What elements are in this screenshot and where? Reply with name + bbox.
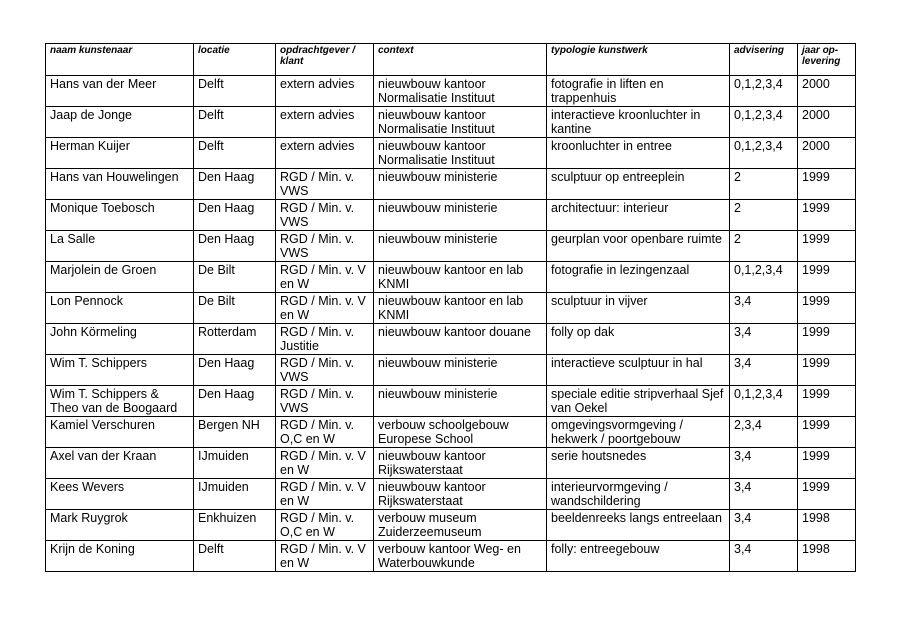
cell-typologie: interactieve kroonluchter in kantine — [547, 107, 730, 138]
cell-context: verbouw kantoor Weg- en Waterbouwkunde — [374, 541, 547, 572]
cell-jaar-oplevering: 1999 — [798, 386, 856, 417]
cell-advisering: 2,3,4 — [730, 417, 798, 448]
cell-typologie: speciale editie stripverhaal Sjef van Oekel — [547, 386, 730, 417]
cell-opdrachtgever: RGD / Min. v. V en W — [276, 448, 374, 479]
cell-typologie: serie houtsnedes — [547, 448, 730, 479]
cell-context: nieuwbouw ministerie — [374, 355, 547, 386]
cell-naam-kunstenaar: Kamiel Verschuren — [46, 417, 194, 448]
header-jaar-oplevering: jaar op-levering — [798, 44, 856, 76]
cell-naam-kunstenaar: Hans van der Meer — [46, 76, 194, 107]
cell-jaar-oplevering: 2000 — [798, 107, 856, 138]
cell-advisering: 0,1,2,3,4 — [730, 386, 798, 417]
cell-locatie: IJmuiden — [194, 448, 276, 479]
table-row — [46, 76, 856, 107]
cell-advisering: 0,1,2,3,4 — [730, 107, 798, 138]
cell-advisering: 3,4 — [730, 355, 798, 386]
table-row — [46, 169, 856, 200]
header-typologie: typologie kunstwerk — [547, 44, 730, 76]
header-naam-kunstenaar: naam kunstenaar — [46, 44, 194, 76]
cell-naam-kunstenaar: Jaap de Jonge — [46, 107, 194, 138]
cell-naam-kunstenaar: John Körmeling — [46, 324, 194, 355]
table-row — [46, 386, 856, 417]
cell-locatie: Rotterdam — [194, 324, 276, 355]
cell-advisering: 3,4 — [730, 448, 798, 479]
cell-context: nieuwbouw kantoor Normalisatie Instituut — [374, 107, 547, 138]
cell-context: nieuwbouw kantoor Normalisatie Instituut — [374, 138, 547, 169]
cell-naam-kunstenaar: Krijn de Koning — [46, 541, 194, 572]
cell-locatie: De Bilt — [194, 262, 276, 293]
cell-typologie: folly op dak — [547, 324, 730, 355]
cell-context: nieuwbouw kantoor douane — [374, 324, 547, 355]
cell-jaar-oplevering: 1998 — [798, 541, 856, 572]
cell-jaar-oplevering: 1999 — [798, 200, 856, 231]
cell-locatie: Bergen NH — [194, 417, 276, 448]
cell-locatie: IJmuiden — [194, 479, 276, 510]
cell-advisering: 3,4 — [730, 324, 798, 355]
cell-jaar-oplevering: 1999 — [798, 479, 856, 510]
table-header-row — [46, 44, 856, 76]
table-row — [46, 355, 856, 386]
cell-locatie: Den Haag — [194, 386, 276, 417]
cell-naam-kunstenaar: Monique Toebosch — [46, 200, 194, 231]
cell-advisering: 3,4 — [730, 293, 798, 324]
cell-opdrachtgever: RGD / Min. v. VWS — [276, 355, 374, 386]
cell-typologie: fotografie in liften en trappenhuis — [547, 76, 730, 107]
cell-locatie: Delft — [194, 138, 276, 169]
table-row — [46, 541, 856, 572]
cell-jaar-oplevering: 2000 — [798, 76, 856, 107]
cell-opdrachtgever: RGD / Min. v. Justitie — [276, 324, 374, 355]
cell-advisering: 2 — [730, 231, 798, 262]
cell-jaar-oplevering: 1999 — [798, 355, 856, 386]
cell-locatie: Den Haag — [194, 231, 276, 262]
table-row — [46, 324, 856, 355]
cell-opdrachtgever: extern advies — [276, 107, 374, 138]
cell-jaar-oplevering: 1999 — [798, 169, 856, 200]
cell-naam-kunstenaar: Marjolein de Groen — [46, 262, 194, 293]
cell-typologie: beeldenreeks langs entreelaan — [547, 510, 730, 541]
cell-typologie: omgevingsvormgeving / hekwerk / poortgebouw — [547, 417, 730, 448]
cell-locatie: Den Haag — [194, 200, 276, 231]
cell-locatie: Delft — [194, 76, 276, 107]
header-context: context — [374, 44, 547, 76]
cell-typologie: sculptuur in vijver — [547, 293, 730, 324]
cell-context: verbouw museum Zuiderzeemuseum — [374, 510, 547, 541]
cell-typologie: architectuur: interieur — [547, 200, 730, 231]
cell-context: nieuwbouw kantoor en lab KNMI — [374, 262, 547, 293]
header-locatie: locatie — [194, 44, 276, 76]
cell-opdrachtgever: RGD / Min. v. O,C en W — [276, 510, 374, 541]
cell-naam-kunstenaar: Mark Ruygrok — [46, 510, 194, 541]
cell-opdrachtgever: RGD / Min. v. O,C en W — [276, 417, 374, 448]
table-row — [46, 479, 856, 510]
header-opdrachtgever: opdrachtgever / klant — [276, 44, 374, 76]
table-row — [46, 138, 856, 169]
cell-advisering: 0,1,2,3,4 — [730, 262, 798, 293]
cell-advisering: 3,4 — [730, 479, 798, 510]
cell-opdrachtgever: RGD / Min. v. V en W — [276, 541, 374, 572]
cell-opdrachtgever: RGD / Min. v. VWS — [276, 386, 374, 417]
cell-context: nieuwbouw kantoor Rijkswaterstaat — [374, 479, 547, 510]
cell-context: nieuwbouw ministerie — [374, 386, 547, 417]
artworks-table — [45, 43, 856, 572]
cell-opdrachtgever: RGD / Min. v. V en W — [276, 479, 374, 510]
cell-context: nieuwbouw kantoor Rijkswaterstaat — [374, 448, 547, 479]
cell-locatie: Delft — [194, 107, 276, 138]
cell-naam-kunstenaar: Axel van der Kraan — [46, 448, 194, 479]
table-row — [46, 448, 856, 479]
cell-opdrachtgever: extern advies — [276, 76, 374, 107]
cell-typologie: kroonluchter in entree — [547, 138, 730, 169]
cell-naam-kunstenaar: Kees Wevers — [46, 479, 194, 510]
table-body — [46, 76, 856, 572]
cell-opdrachtgever: RGD / Min. v. VWS — [276, 169, 374, 200]
table-row — [46, 231, 856, 262]
header-advisering: advisering — [730, 44, 798, 76]
cell-jaar-oplevering: 1999 — [798, 417, 856, 448]
cell-locatie: Den Haag — [194, 169, 276, 200]
cell-jaar-oplevering: 2000 — [798, 138, 856, 169]
cell-context: nieuwbouw ministerie — [374, 231, 547, 262]
cell-locatie: Delft — [194, 541, 276, 572]
cell-locatie: Enkhuizen — [194, 510, 276, 541]
cell-jaar-oplevering: 1999 — [798, 231, 856, 262]
cell-naam-kunstenaar: Lon Pennock — [46, 293, 194, 324]
table-row — [46, 107, 856, 138]
cell-naam-kunstenaar: Herman Kuijer — [46, 138, 194, 169]
table-row — [46, 510, 856, 541]
cell-naam-kunstenaar: La Salle — [46, 231, 194, 262]
cell-jaar-oplevering: 1998 — [798, 510, 856, 541]
cell-context: verbouw schoolgebouw Europese School — [374, 417, 547, 448]
cell-opdrachtgever: RGD / Min. v. V en W — [276, 262, 374, 293]
table-row — [46, 200, 856, 231]
cell-jaar-oplevering: 1999 — [798, 448, 856, 479]
cell-advisering: 2 — [730, 200, 798, 231]
cell-typologie: sculptuur op entreeplein — [547, 169, 730, 200]
cell-context: nieuwbouw kantoor en lab KNMI — [374, 293, 547, 324]
table-row — [46, 417, 856, 448]
cell-jaar-oplevering: 1999 — [798, 324, 856, 355]
cell-typologie: geurplan voor openbare ruimte — [547, 231, 730, 262]
cell-opdrachtgever: extern advies — [276, 138, 374, 169]
cell-opdrachtgever: RGD / Min. v. VWS — [276, 200, 374, 231]
cell-locatie: De Bilt — [194, 293, 276, 324]
cell-advisering: 3,4 — [730, 510, 798, 541]
cell-advisering: 3,4 — [730, 541, 798, 572]
cell-context: nieuwbouw ministerie — [374, 200, 547, 231]
cell-typologie: fotografie in lezingenzaal — [547, 262, 730, 293]
cell-context: nieuwbouw kantoor Normalisatie Instituut — [374, 76, 547, 107]
cell-typologie: interactieve sculptuur in hal — [547, 355, 730, 386]
cell-context: nieuwbouw ministerie — [374, 169, 547, 200]
cell-typologie: interieurvormgeving / wandschildering — [547, 479, 730, 510]
cell-naam-kunstenaar: Wim T. Schippers — [46, 355, 194, 386]
cell-naam-kunstenaar: Wim T. Schippers & Theo van de Boogaard — [46, 386, 194, 417]
cell-opdrachtgever: RGD / Min. v. VWS — [276, 231, 374, 262]
cell-jaar-oplevering: 1999 — [798, 293, 856, 324]
cell-advisering: 0,1,2,3,4 — [730, 76, 798, 107]
table-row — [46, 293, 856, 324]
cell-opdrachtgever: RGD / Min. v. V en W — [276, 293, 374, 324]
cell-advisering: 0,1,2,3,4 — [730, 138, 798, 169]
cell-naam-kunstenaar: Hans van Houwelingen — [46, 169, 194, 200]
cell-locatie: Den Haag — [194, 355, 276, 386]
table-row — [46, 262, 856, 293]
cell-typologie: folly: entreegebouw — [547, 541, 730, 572]
cell-advisering: 2 — [730, 169, 798, 200]
cell-jaar-oplevering: 1999 — [798, 262, 856, 293]
